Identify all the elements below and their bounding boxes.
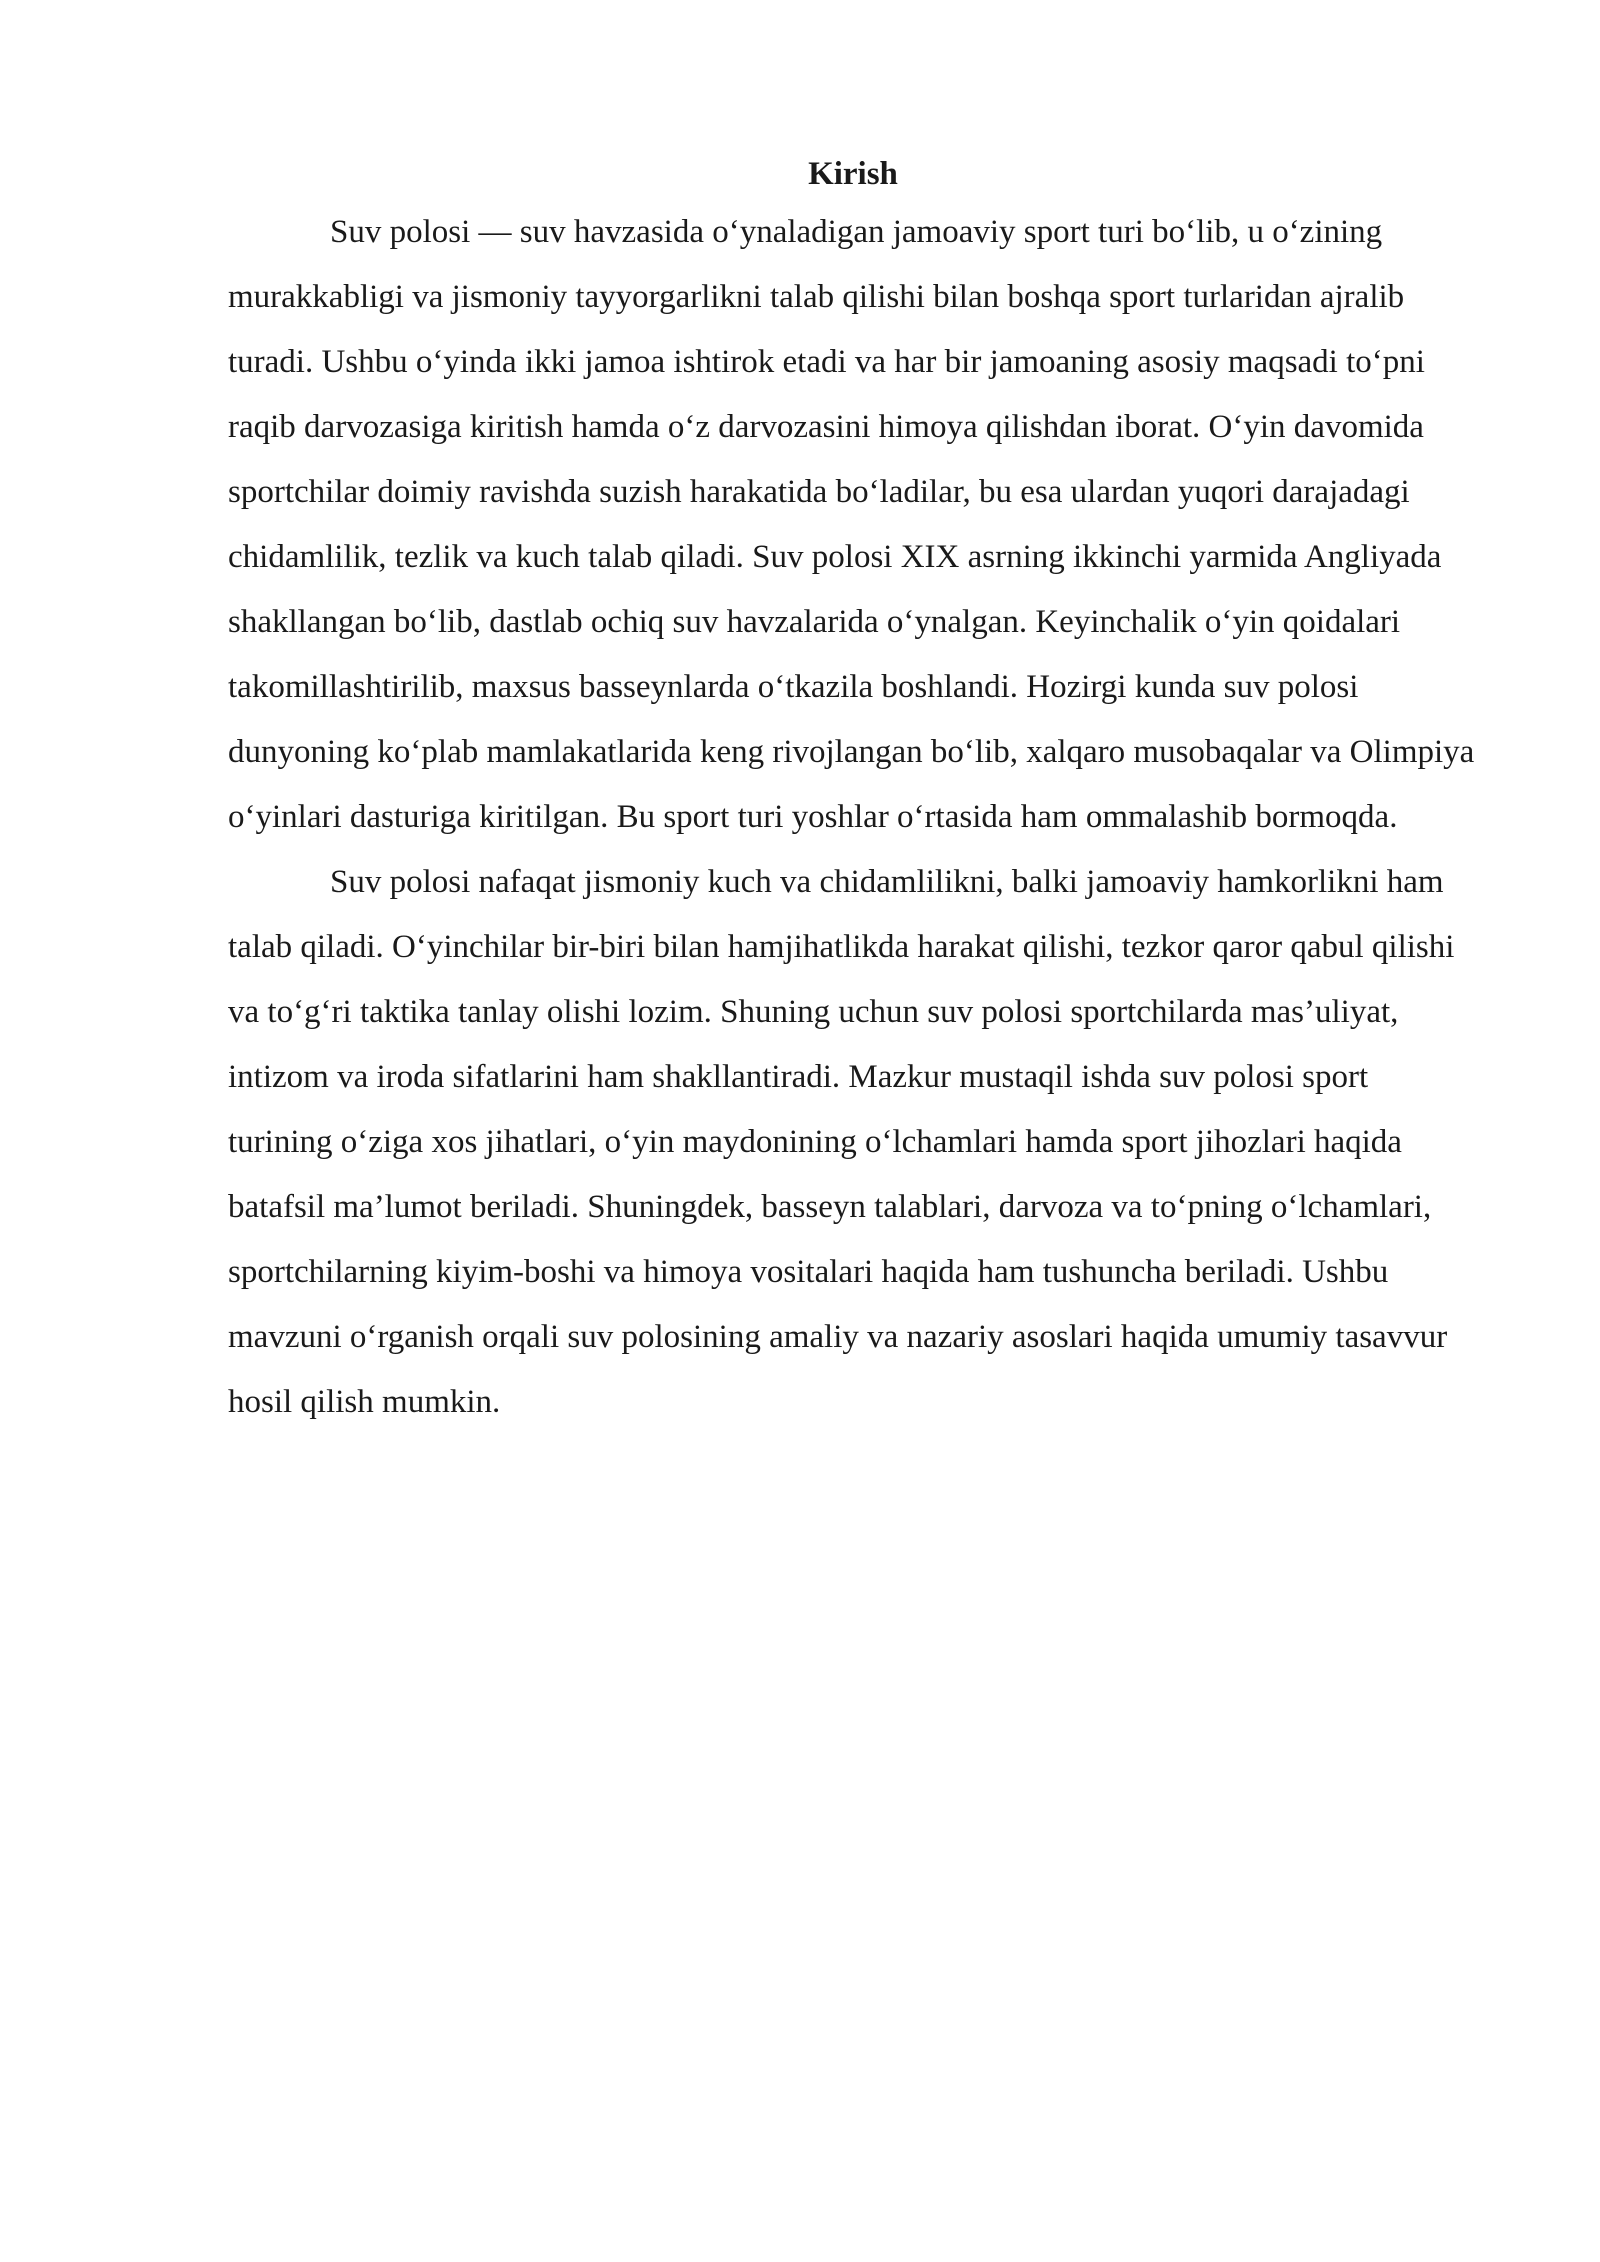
- section-title: Kirish: [808, 156, 898, 192]
- document-body: [228, 148, 1478, 1435]
- paragraph-1: Suv polosi — suv havzasida o‘ynaladigan jamoaviy sport turi bo‘lib, u o‘zining murakkabligi va jismoniy tayyorgarlikni talab qilishi bilan boshqa sport turlaridan ajralib turadi. Ushbu o‘yinda ikki jamoa ishtirok etadi va har bir jamoaning asosiy maqsadi to‘pni raqib darvozasiga kiritish hamda o‘z darvozasini himoya qilishdan iborat. O‘yin davomida sportchilar doimiy ravishda suzish harakatida bo‘ladilar, bu esa ulardan yuqori darajadagi chidamlilik, tezlik va kuch talab qiladi. Suv polosi XIX asrning ikkinchi yarmida Angliyada shakllangan bo‘lib, dastlab ochiq suv havzalarida o‘ynalgan. Keyinchalik o‘yin qoidalari takomillashtirilib, maxsus basseynlarda o‘tkazila boshlandi. Hozirgi kunda suv polosi dunyoning ko‘plab mamlakatlarida keng rivojlangan bo‘lib, xalqaro musobaqalar va Olimpiya o‘yinlari dasturiga kiritilgan. Bu sport turi yoshlar o‘rtasida ham ommalashib bormoqda.: [228, 214, 1475, 835]
- paragraph-2: Suv polosi nafaqat jismoniy kuch va chidamlilikni, balki jamoaviy hamkorlikni ham talab qiladi. O‘yinchilar bir-biri bilan hamjihatlikda harakat qilishi, tezkor qaror qabul qilishi va to‘g‘ri taktika tanlay olishi lozim. Shuning uchun suv polosi sportchilarda mas’uliyat, intizom va iroda sifatlarini ham shakllantiradi. Mazkur mustaqil ishda suv polosi sport turining o‘ziga xos jihatlari, o‘yin maydonining o‘lchamlari hamda sport jihozlari haqida batafsil ma’lumot beriladi. Shuningdek, basseyn talablari, darvoza va to‘pning o‘lchamlari, sportchilarning kiyim-boshi va himoya vositalari haqida ham tushuncha beriladi. Ushbu mavzuni o‘rganish orqali suv polosining amaliy va nazariy asoslari haqida umumiy tasavvur hosil qilish mumkin.: [228, 864, 1455, 1420]
